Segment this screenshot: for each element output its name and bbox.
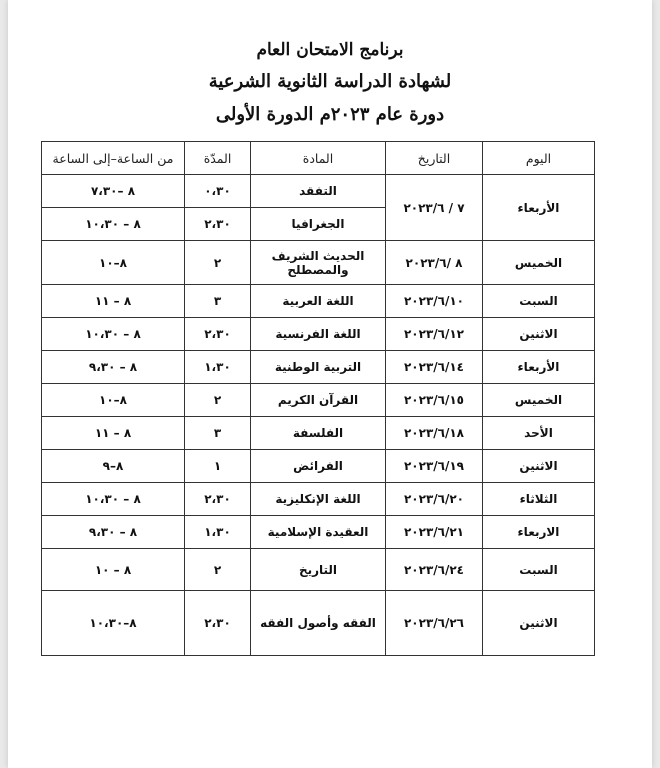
subject-cell: العقيدة الإسلامية [251,516,386,549]
time-cell: ٨–٩ [42,450,185,483]
day-cell: الاثنين [483,318,595,351]
duration-cell: ١،٣٠ [185,351,251,384]
table-header-row [42,142,595,175]
column-header-subject: المادة [251,142,386,175]
subject-cell: اللغة الفرنسية [251,318,386,351]
table-row [42,516,595,549]
table-row [42,285,595,318]
table-row [42,549,595,591]
duration-cell: ٢،٣٠ [185,483,251,516]
column-header-day: اليوم [483,142,595,175]
time-cell: ٨–١٠ [42,241,185,285]
subject-cell: القرآن الكريم [251,384,386,417]
date-cell: ٢٠٢٣/٦/١٩ [386,450,483,483]
exam-schedule-table [41,141,595,656]
duration-cell: ٢ [185,549,251,591]
date-cell: ٢٠٢٣/٦/٢٦ [386,591,483,656]
duration-cell: ٢،٣٠ [185,208,251,241]
day-cell: الأربعاء [483,175,595,241]
duration-cell: ١،٣٠ [185,516,251,549]
time-cell: ٨ –٧،٣٠ [42,175,185,208]
date-cell: ٢٠٢٣/٦/٢١ [386,516,483,549]
subject-cell: الجغرافيا [251,208,386,241]
table-row [42,591,595,656]
day-cell: الاثنين [483,450,595,483]
document-page [8,0,652,768]
duration-cell: ٣ [185,417,251,450]
subject-cell: الفقه وأصول الفقه [251,591,386,656]
subject-cell: التفقد [251,175,386,208]
duration-cell: ٠،٣٠ [185,175,251,208]
table-row [42,351,595,384]
time-cell: ٨ – ١١ [42,417,185,450]
time-cell: ٨–١٠ [42,384,185,417]
date-cell: ٢٠٢٣/٦/١٠ [386,285,483,318]
time-cell: ٨ – ١٠،٣٠ [42,208,185,241]
time-cell: ٨ – ٩،٣٠ [42,351,185,384]
date-cell: ٢٠٢٣/٦/٢٤ [386,549,483,591]
duration-cell: ٢،٣٠ [185,318,251,351]
column-header-date: التاريخ [386,142,483,175]
title-line-2: لشهادة الدراسة الثانوية الشرعية [208,71,452,92]
subject-cell: التربية الوطنية [251,351,386,384]
date-cell: ٢٠٢٣/٦/١٢ [386,318,483,351]
table-row [42,175,595,208]
column-header-time: من الساعة–إلى الساعة [42,142,185,175]
subject-cell: التاريخ [251,549,386,591]
table-row [42,241,595,285]
duration-cell: ٢ [185,241,251,285]
date-cell: ٢٠٢٣/٦/١٥ [386,384,483,417]
duration-cell: ٣ [185,285,251,318]
day-cell: الاربعاء [483,516,595,549]
table-row [42,384,595,417]
day-cell: الثلاثاء [483,483,595,516]
table-row [42,483,595,516]
day-cell: الخميس [483,241,595,285]
day-cell: الأربعاء [483,351,595,384]
day-cell: الخميس [483,384,595,417]
time-cell: ٨–١٠،٣٠ [42,591,185,656]
subject-cell: اللغة العربية [251,285,386,318]
time-cell: ٨ – ١٠،٣٠ [42,483,185,516]
date-cell: ٧ / ٢٠٢٣/٦ [386,175,483,241]
day-cell: الاثنين [483,591,595,656]
day-cell: السبت [483,549,595,591]
table-row [42,450,595,483]
subject-cell: الفلسفة [251,417,386,450]
day-cell: الأحد [483,417,595,450]
duration-cell: ٢،٣٠ [185,591,251,656]
subject-cell: الحديث الشريف والمصطلح [251,241,386,285]
title-line-3: دورة عام ٢٠٢٣م الدورة الأولى [215,104,445,125]
date-cell: ٢٠٢٣/٦/١٨ [386,417,483,450]
table-row [42,318,595,351]
time-cell: ٨ – ١٠،٣٠ [42,318,185,351]
time-cell: ٨ – ١٠ [42,549,185,591]
date-cell: ٨ /٢٠٢٣/٦ [386,241,483,285]
day-cell: السبت [483,285,595,318]
time-cell: ٨ – ١١ [42,285,185,318]
date-cell: ٢٠٢٣/٦/٢٠ [386,483,483,516]
subject-cell: الفرائض [251,450,386,483]
duration-cell: ٢ [185,384,251,417]
date-cell: ٢٠٢٣/٦/١٤ [386,351,483,384]
title-line-1: برنامج الامتحان العام [256,40,404,60]
column-header-duration: المدّة [185,142,251,175]
duration-cell: ١ [185,450,251,483]
time-cell: ٨ – ٩،٣٠ [42,516,185,549]
table-row [42,417,595,450]
subject-cell: اللغة الإنكليزية [251,483,386,516]
